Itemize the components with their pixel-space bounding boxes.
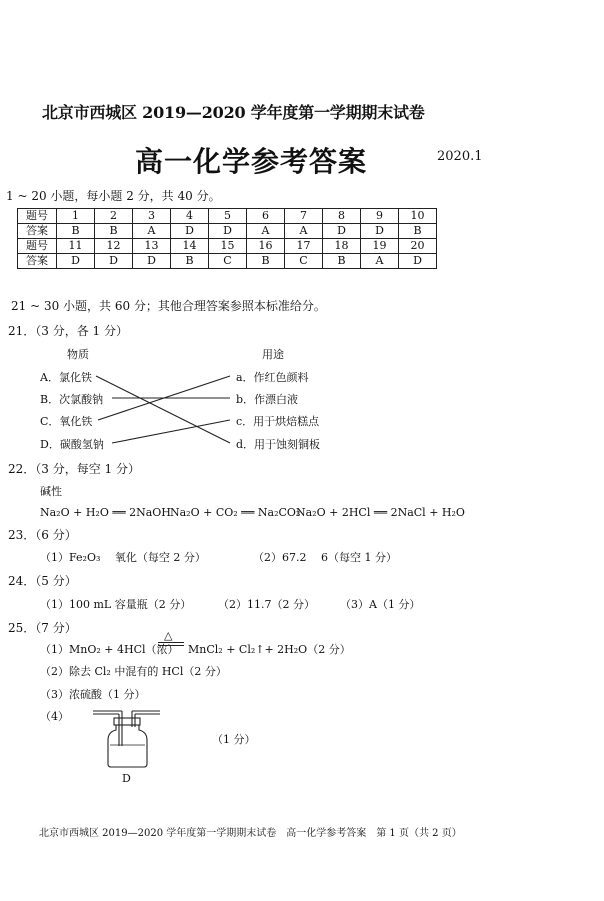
q25-answer-1-left: （1）MnO₂ + 4HCl（浓） <box>40 643 179 656</box>
answer-cell: C <box>209 254 247 269</box>
question-number: 17 <box>285 239 323 254</box>
section1-instructions: 1 ~ 20 小题，每小题 2 分，共 40 分。 <box>6 189 221 203</box>
reaction-bar-top <box>158 642 184 643</box>
question-number: 18 <box>323 239 361 254</box>
q21-col-use: 用途 <box>262 348 284 361</box>
answer-cell: D <box>57 254 95 269</box>
match-line-d-c <box>112 420 230 443</box>
row-label: 题号 <box>18 239 57 254</box>
question-number: 15 <box>209 239 247 254</box>
row-label: 题号 <box>18 209 57 224</box>
date: 2020.1 <box>437 149 483 164</box>
answer-cell: B <box>323 254 361 269</box>
q25-answer-4: （4） <box>40 710 69 723</box>
substance-c: C．氧化铁 <box>40 415 93 428</box>
answer-cell: B <box>171 254 209 269</box>
page-footer: 北京市西城区 2019—2020 学年度第一学期期末试卷 高一化学参考答案 第 1 页（共 2 页） <box>39 828 462 839</box>
q25-answer-2: （2）除去 Cl₂ 中混有的 HCl（2 分） <box>40 665 227 678</box>
reaction-bar-bottom <box>158 645 184 646</box>
question-number: 3 <box>133 209 171 224</box>
question-number: 16 <box>247 239 285 254</box>
question-number: 20 <box>399 239 437 254</box>
question-number: 19 <box>361 239 399 254</box>
question-number: 1 <box>57 209 95 224</box>
answer-cell: D <box>133 254 171 269</box>
use-c: c．用于烘焙糕点 <box>236 415 320 428</box>
q22-equation-3: Na₂O + 2HCl ══ 2NaCl + H₂O <box>296 506 465 519</box>
q24-answer-2: （2）11.7（2 分） <box>218 598 315 611</box>
question-number: 8 <box>323 209 361 224</box>
q25-answer-1-right: MnCl₂ + Cl₂↑+ 2H₂O（2 分） <box>188 643 351 656</box>
q25-label: 25．（7 分） <box>8 621 77 635</box>
answer-cell: A <box>285 224 323 239</box>
apparatus-label: D <box>122 772 131 785</box>
question-number: 5 <box>209 209 247 224</box>
q24-answer-1: （1）100 mL 容量瓶（2 分） <box>40 598 192 611</box>
q23-label: 23．（6 分） <box>8 528 77 542</box>
row-label: 答案 <box>18 254 57 269</box>
row-label: 答案 <box>18 224 57 239</box>
q25-answer-4-score: （1 分） <box>212 733 256 746</box>
answer-cell: D <box>209 224 247 239</box>
section2-instructions: 21 ~ 30 小题，共 60 分；其他合理答案参照本标准给分。 <box>11 299 326 313</box>
answer-cell: B <box>247 254 285 269</box>
question-number: 13 <box>133 239 171 254</box>
q22-equation-2: Na₂O + CO₂ ══ Na₂CO₃ <box>170 506 301 519</box>
q22-equation-1: Na₂O + H₂O ══ 2NaOH <box>40 506 171 519</box>
answer-cell: D <box>95 254 133 269</box>
answer-cell: D <box>399 254 437 269</box>
q22-label: 22．（3 分，每空 1 分） <box>8 462 140 476</box>
question-number: 2 <box>95 209 133 224</box>
substance-d: D．碳酸氢钠 <box>40 438 104 451</box>
answer-cell: D <box>171 224 209 239</box>
use-b: b．作漂白液 <box>236 393 299 406</box>
question-number: 14 <box>171 239 209 254</box>
substance-a: A．氯化铁 <box>40 371 92 384</box>
q22-word: 碱性 <box>40 485 62 498</box>
question-number: 9 <box>361 209 399 224</box>
exam-header: 北京市西城区 2019—2020 学年度第一学期期末试卷 <box>42 103 425 122</box>
answer-cell: A <box>361 254 399 269</box>
q21-col-substance: 物质 <box>67 348 89 361</box>
q23-answer-1: （1）Fe₂O₃ 氧化（每空 2 分） <box>40 551 206 564</box>
q25-answer-3: （3）浓硫酸（1 分） <box>40 688 146 701</box>
use-d: d．用于蚀刻铜板 <box>236 438 321 451</box>
answer-cell: D <box>361 224 399 239</box>
answer-cell: C <box>285 254 323 269</box>
q23-answer-2: （2）67.2 6（每空 1 分） <box>253 551 397 564</box>
answer-cell: A <box>247 224 285 239</box>
question-number: 7 <box>285 209 323 224</box>
gas-washing-bottle-diagram <box>93 711 160 767</box>
q24-answer-3: （3）A（1 分） <box>340 598 421 611</box>
answer-cell: D <box>323 224 361 239</box>
answer-cell: B <box>95 224 133 239</box>
question-number: 11 <box>57 239 95 254</box>
answer-cell: B <box>57 224 95 239</box>
heat-condition: △ <box>164 629 173 642</box>
question-number: 10 <box>399 209 437 224</box>
page-title: 高一化学参考答案 <box>135 145 368 178</box>
question-number: 4 <box>171 209 209 224</box>
question-number: 6 <box>247 209 285 224</box>
answer-cell: A <box>133 224 171 239</box>
question-number: 12 <box>95 239 133 254</box>
use-a: a．作红色颜料 <box>236 371 309 384</box>
substance-b: B．次氯酸钠 <box>40 393 104 406</box>
q24-label: 24．（5 分） <box>8 574 77 588</box>
q21-label: 21．（3 分，各 1 分） <box>8 324 128 338</box>
answer-cell: B <box>399 224 437 239</box>
